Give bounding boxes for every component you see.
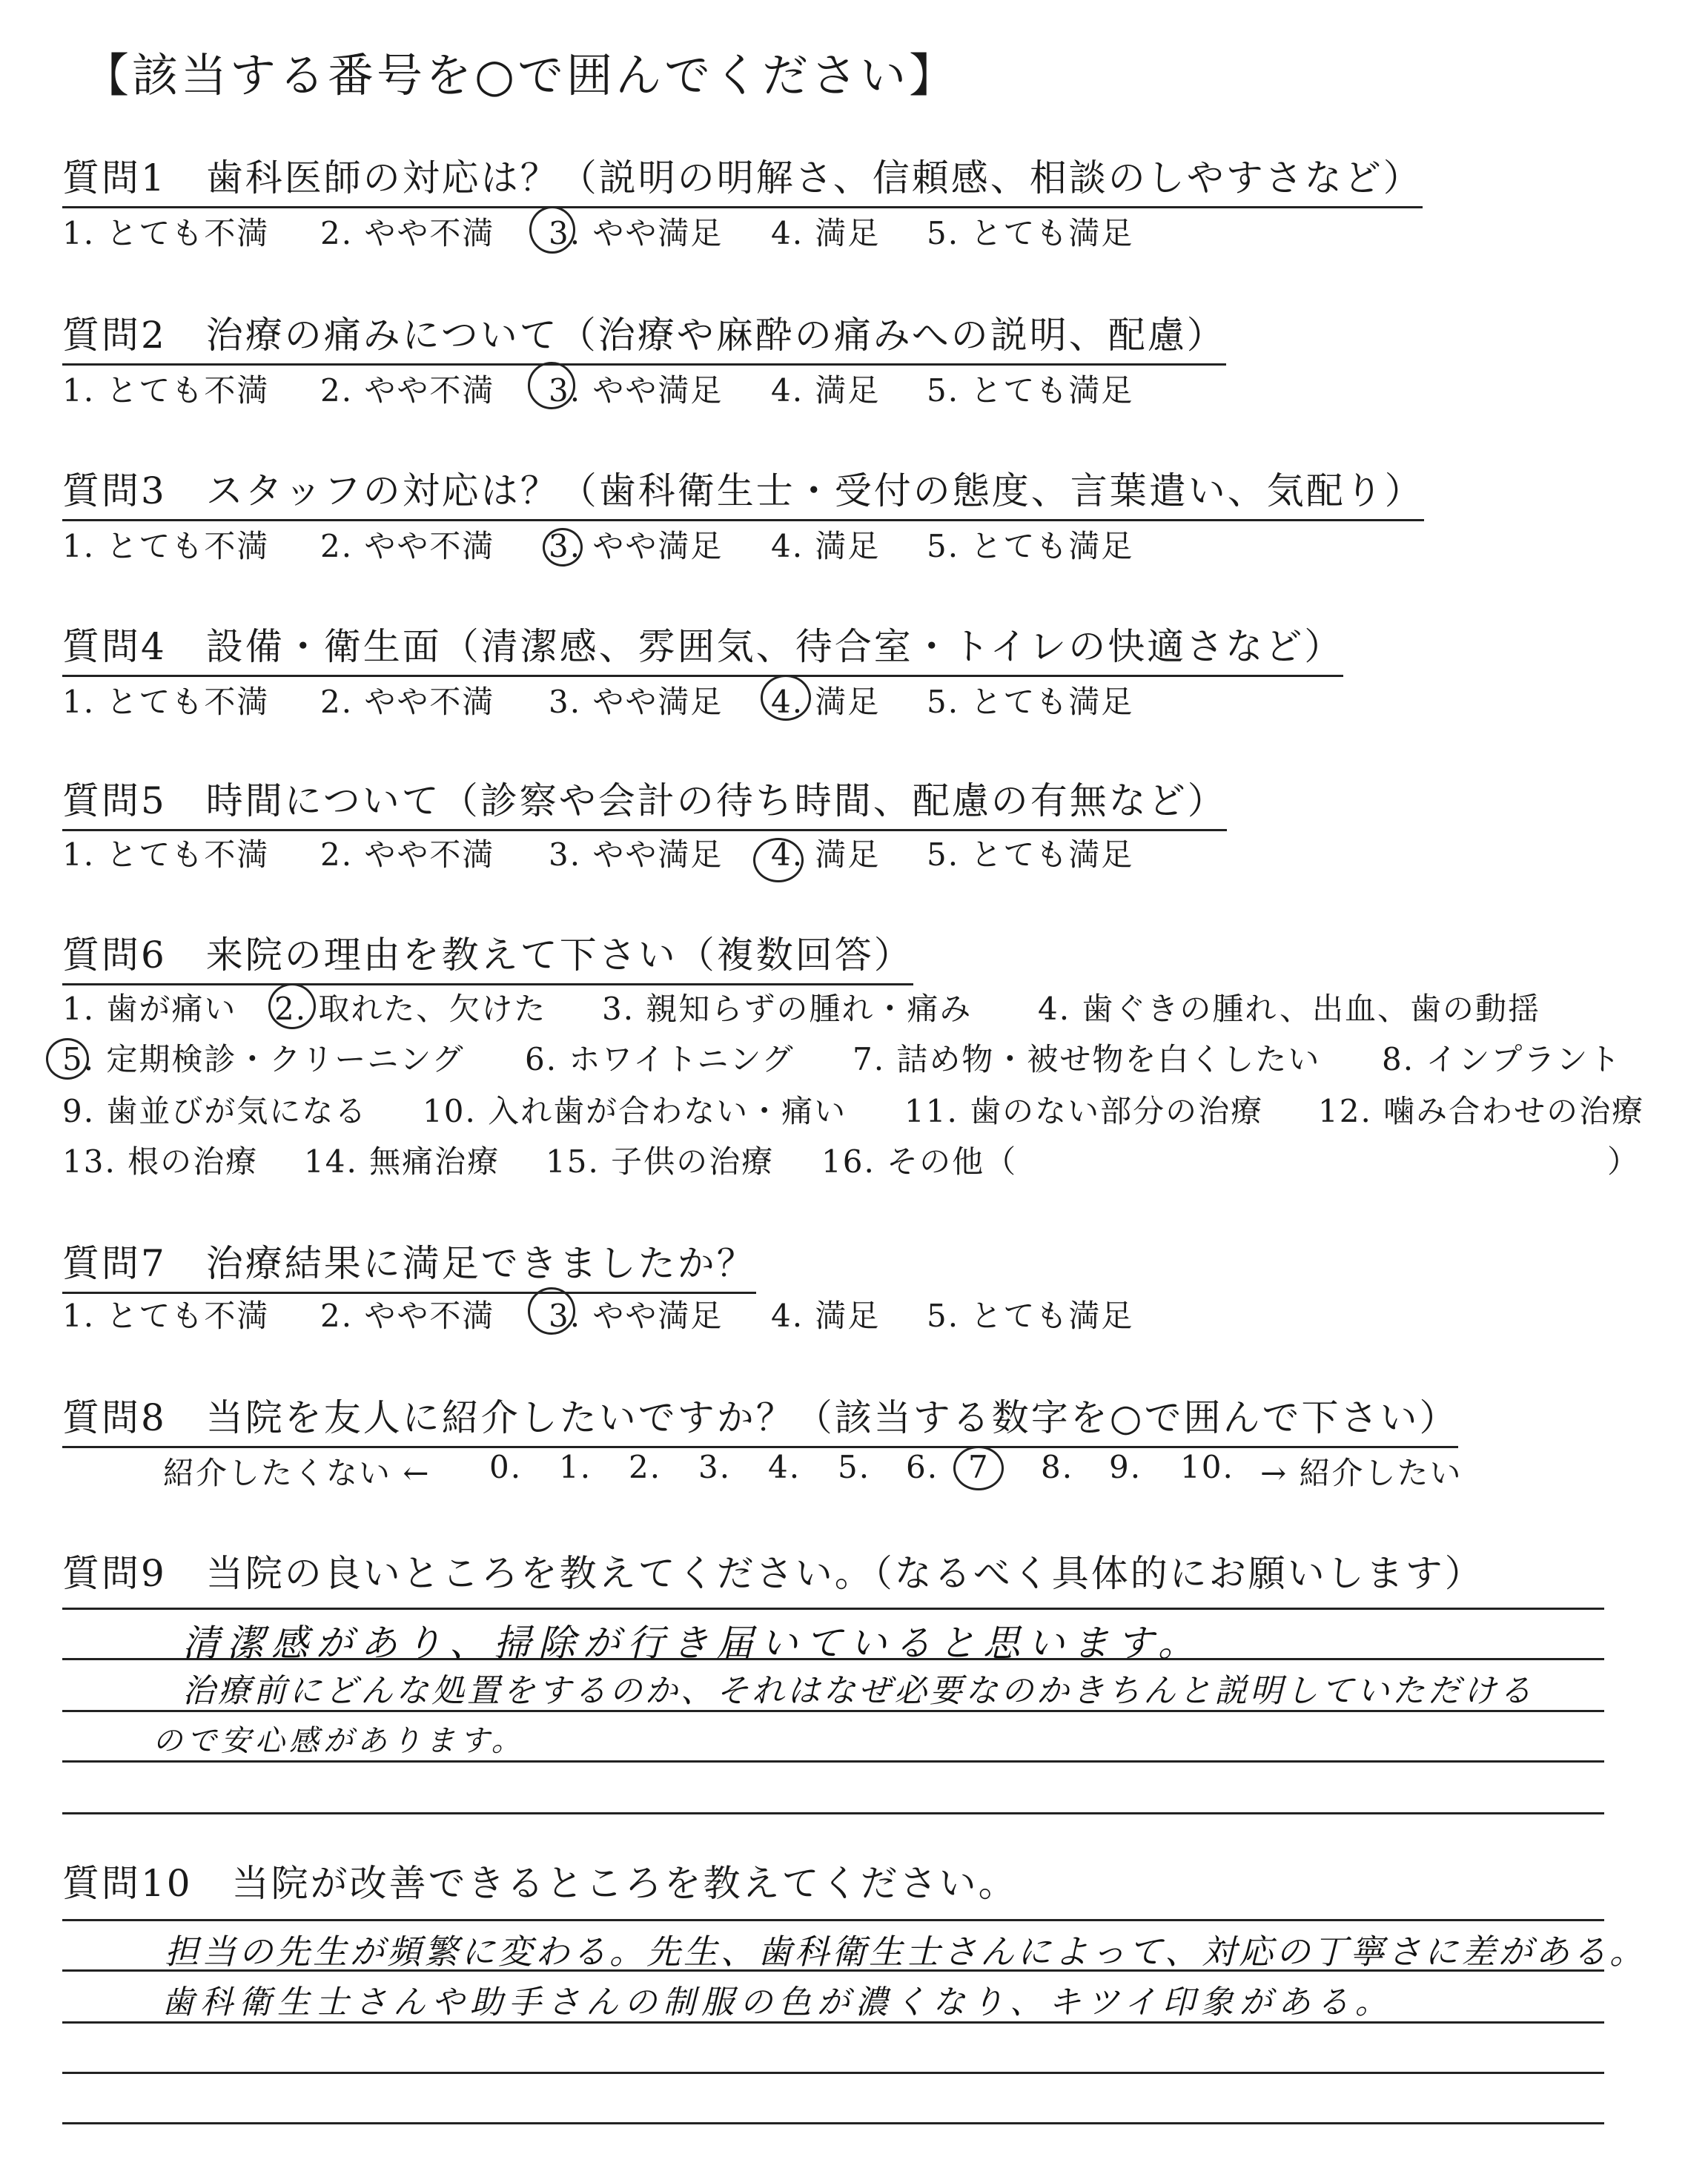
q2-option-1[interactable]: 1. とても不満 [62, 372, 270, 409]
q7-option-3[interactable]: 3. やや満足 [549, 1298, 724, 1334]
q3-option-4[interactable]: 4. 満足 [771, 528, 881, 564]
question-3-title: 質問3 スタッフの対応は？（歯科衛生士・受付の態度、言葉遣い、気配り） [62, 461, 1424, 521]
q7-selection-circle [528, 1287, 575, 1335]
q3-option-2[interactable]: 2. やや不満 [320, 528, 495, 564]
q6-option-10[interactable]: 10. 入れ歯が合わない・痛い [423, 1093, 847, 1129]
q6-option-2-circle [268, 983, 316, 1029]
q6-option-16[interactable]: 16. その他（ [821, 1143, 1018, 1180]
q6-option-15[interactable]: 15. 子供の治療 [546, 1143, 775, 1180]
q5-option-1[interactable]: 1. とても不満 [62, 836, 270, 873]
q8-number-7[interactable]: 7 [968, 1449, 990, 1485]
q8-number-4[interactable]: 4. [768, 1449, 801, 1485]
q7-option-5[interactable]: 5. とても満足 [927, 1298, 1134, 1334]
q1-option-4[interactable]: 4. 満足 [771, 215, 881, 251]
q10-answer-line-4 [62, 2072, 1604, 2074]
instruction-heading: 【該当する番号を○で囲んでください】 [83, 48, 959, 102]
q8-number-9[interactable]: 9. [1109, 1449, 1142, 1485]
q3-option-3[interactable]: 3. やや満足 [549, 528, 724, 564]
question-6-title: 質問6 来院の理由を教えて下さい（複数回答） [62, 925, 913, 985]
q7-option-4[interactable]: 4. 満足 [771, 1298, 881, 1334]
q8-number-10[interactable]: 10. [1180, 1449, 1234, 1485]
question-5-title: 質問5 時間について（診察や会計の待ち時間、配慮の有無など） [62, 771, 1227, 831]
q8-number-8[interactable]: 8. [1041, 1449, 1074, 1485]
question-8-title: 質問8 当院を友人に紹介したいですか？（該当する数字を○で囲んで下さい） [62, 1388, 1458, 1448]
question-9-title: 質問9 当院の良いところを教えてください。（なるべく具体的にお願いします） [62, 1552, 1484, 1595]
q6-option-6[interactable]: 6. ホワイトニング [525, 1041, 795, 1077]
q3-option-5[interactable]: 5. とても満足 [927, 528, 1134, 564]
q6-option-5-circle [46, 1038, 89, 1080]
q3-selection-circle [543, 528, 583, 567]
q5-option-2[interactable]: 2. やや不満 [320, 836, 495, 873]
q7-option-1[interactable]: 1. とても不満 [62, 1298, 270, 1334]
q8-number-5[interactable]: 5. [838, 1449, 871, 1485]
q8-right-label: → 紹介したい [1260, 1455, 1463, 1491]
q4-option-1[interactable]: 1. とても不満 [62, 684, 270, 720]
q4-selection-circle [761, 675, 811, 721]
q5-option-5[interactable]: 5. とても満足 [927, 836, 1134, 873]
q10-answer-line-5 [62, 2122, 1604, 2124]
question-4-title: 質問4 設備・衛生面（清潔感、雰囲気、待合室・トイレの快適さなど） [62, 617, 1343, 677]
q2-selection-circle [528, 362, 575, 409]
q9-answer-text-1: 清潔感があり、掃除が行き届いていると思います。 [182, 1622, 1202, 1665]
q10-answer-text-2: 歯科衛生士さんや助手さんの制服の色が濃くなり、キツイ印象がある。 [162, 1984, 1394, 2021]
q6-option-1[interactable]: 1. 歯が痛い [62, 991, 237, 1027]
q1-option-1[interactable]: 1. とても不満 [62, 215, 270, 251]
q2-option-4[interactable]: 4. 満足 [771, 372, 881, 409]
q4-option-3[interactable]: 3. やや満足 [549, 684, 724, 720]
q4-option-4[interactable]: 4. 満足 [771, 684, 881, 720]
q1-option-5[interactable]: 5. とても満足 [927, 215, 1134, 251]
q9-answer-line-5 [62, 1812, 1604, 1814]
q1-option-2[interactable]: 2. やや不満 [320, 215, 495, 251]
q9-answer-line-1 [62, 1608, 1604, 1610]
q5-selection-circle [753, 838, 804, 882]
q9-answer-text-2: 治療前にどんな処置をするのか、それはなぜ必要なのかきちんと説明していただける [182, 1672, 1535, 1710]
q6-option-3[interactable]: 3. 親知らずの腫れ・痛み [602, 991, 973, 1027]
q6-option-4[interactable]: 4. 歯ぐきの腫れ、出血、歯の動揺 [1038, 991, 1540, 1027]
q9-answer-line-4 [62, 1760, 1604, 1763]
q6-option-7[interactable]: 7. 詰め物・被せ物を白くしたい [853, 1041, 1321, 1077]
q10-answer-line-1 [62, 1919, 1604, 1921]
q8-number-6[interactable]: 6. [906, 1449, 939, 1485]
q8-number-0[interactable]: 0. [489, 1449, 523, 1485]
q7-option-2[interactable]: 2. やや不満 [320, 1298, 495, 1334]
q8-number-3[interactable]: 3. [698, 1449, 732, 1485]
q1-selection-circle [529, 206, 575, 254]
q6-option-2[interactable]: 2. 取れた、欠けた [274, 991, 547, 1027]
q6-option-12[interactable]: 12. 噛み合わせの治療 [1318, 1093, 1645, 1129]
question-2-title: 質問2 治療の痛みについて（治療や麻酔の痛みへの説明、配慮） [62, 305, 1226, 366]
q3-option-1[interactable]: 1. とても不満 [62, 528, 270, 564]
q6-option-8[interactable]: 8. インプラント [1382, 1041, 1622, 1077]
q1-option-3[interactable]: 3. やや満足 [549, 215, 724, 251]
q6-option-9[interactable]: 9. 歯並びが気になる [62, 1093, 368, 1129]
question-10-title: 質問10 当院が改善できるところを教えてください。 [62, 1862, 1018, 1905]
q2-option-3[interactable]: 3. やや満足 [549, 372, 724, 409]
q4-option-5[interactable]: 5. とても満足 [927, 684, 1134, 720]
q2-option-2[interactable]: 2. やや不満 [320, 372, 495, 409]
q2-option-5[interactable]: 5. とても満足 [927, 372, 1134, 409]
q4-option-2[interactable]: 2. やや不満 [320, 684, 495, 720]
q6-option-13[interactable]: 13. 根の治療 [62, 1143, 259, 1180]
q6-option-5[interactable]: 5. 定期検診・クリーニング [62, 1041, 465, 1077]
q8-number-1[interactable]: 1. [559, 1449, 592, 1485]
q10-answer-text-1: 担当の先生が頻繁に変わる。先生、歯科衛生士さんによって、対応の丁寧さに差がある。 [165, 1932, 1647, 1972]
q9-answer-text-3: ので安心感があります。 [153, 1724, 526, 1758]
q6-option-11[interactable]: 11. 歯のない部分の治療 [904, 1093, 1264, 1129]
q6-option-14[interactable]: 14. 無痛治療 [304, 1143, 500, 1180]
q5-option-4[interactable]: 4. 満足 [771, 836, 881, 873]
q5-option-3[interactable]: 3. やや満足 [549, 836, 724, 873]
q8-left-label: 紹介したくない ← [163, 1455, 431, 1491]
question-1-title: 質問1 歯科医師の対応は？（説明の明解さ、信頼感、相談のしやすさなど） [62, 148, 1423, 208]
q8-number-2[interactable]: 2. [629, 1449, 662, 1485]
question-7-title: 質問7 治療結果に満足できましたか？ [62, 1234, 756, 1294]
q6-other-close-paren: ） [1607, 1143, 1641, 1180]
q8-selection-circle [953, 1446, 1004, 1490]
